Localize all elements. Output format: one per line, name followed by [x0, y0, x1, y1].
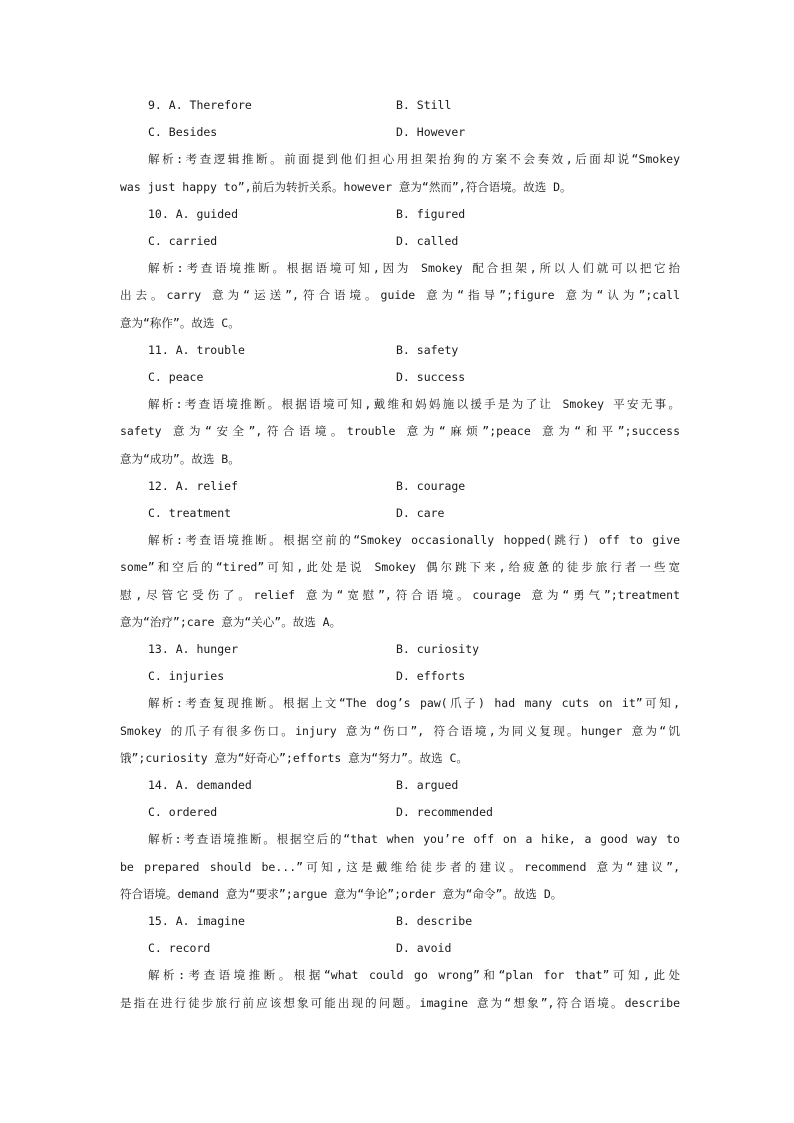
option-d: D. care — [396, 506, 445, 520]
explanation-line: safety 意为“安全”,符合语境。trouble 意为“麻烦”;peace 意为“和平”;success — [120, 424, 680, 439]
option-a: 13. A. hunger — [148, 642, 239, 656]
option-a: 15. A. imagine — [148, 914, 245, 928]
option-a: 10. A. guided — [148, 206, 239, 221]
option-c: C. injuries — [148, 669, 225, 684]
option-c: C. treatment — [148, 506, 232, 520]
explanation-line: be prepared should be...”可知,这是戴维给徒步者的建议。recommend 意为“建议”, — [120, 859, 680, 874]
option-d: D. called — [396, 234, 459, 248]
option-c: C. peace — [148, 370, 204, 384]
option-b: B. argued — [396, 778, 459, 792]
explanation-line: 出去。carry 意为“运送”,符合语境。guide 意为“指导”;figure 意为“认为”;call — [120, 288, 680, 303]
explanation-line: 意为“称作”。故选 C。 — [120, 315, 240, 330]
option-a: 14. A. demanded — [148, 778, 252, 792]
explanation-line: 意为“成功”。故选 B。 — [120, 451, 240, 466]
option-c: C. Besides — [148, 125, 218, 140]
option-b: B. Still — [396, 98, 452, 112]
option-d: D. success — [396, 370, 466, 384]
explanation-line: 解析:考查逻辑推断。前面提到他们担心用担架抬狗的方案不会奏效,后面却说“Smokey — [148, 152, 680, 167]
explanation-line: 解析:考查复现推断。根据上文“The dog’s paw(爪子) had many cuts on it”可知, — [148, 696, 680, 711]
explanation-line: 符合语境。demand 意为“要求”;argue 意为“争论”;order 意为“命令”。故选 D。 — [120, 886, 563, 901]
option-b: B. figured — [396, 206, 466, 221]
option-d: D. efforts — [396, 669, 466, 684]
option-c: C. record — [148, 941, 211, 956]
explanation-line: Smokey 的爪子有很多伤口。injury 意为“伤口”, 符合语境,为同义复现。hunger 意为“饥 — [120, 723, 680, 738]
explanation-line: 解析:考查语境推断。根据语境可知,戴维和妈妈施以援手是为了让 Smokey 平安无事。 — [148, 397, 680, 412]
option-b: B. courage — [396, 478, 466, 493]
option-b: B. safety — [396, 342, 459, 357]
option-b: B. curiosity — [396, 642, 480, 656]
explanation-line: 解析:考查语境推断。根据“what could go wrong”和“plan for that”可知,此处 — [148, 968, 680, 983]
explanation-line: some”和空后的“tired”可知,此处是说 Smokey 偶尔跳下来,给疲惫的徒步旅行者一些宽 — [120, 560, 680, 575]
explanation-line: 慰,尽管它受伤了。relief 意为“宽慰”,符合语境。courage 意为“勇气”;treatment — [120, 587, 680, 602]
option-a: 9. A. Therefore — [148, 98, 252, 112]
explanation-line: 解析:考查语境推断。根据语境可知,因为 Smokey 配合担架,所以人们就可以把它抬 — [148, 261, 680, 276]
explanation-line: 是指在进行徒步旅行前应该想象可能出现的问题。imagine 意为“想象”,符合语境。describe — [120, 995, 680, 1010]
explanation-line: 解析:考查语境推断。根据空后的“that when you’re off on a hike, a good way to — [148, 832, 680, 847]
explanation-line: 解析:考查语境推断。根据空前的“Smokey occasionally hopped(跳行) off to give — [148, 533, 680, 548]
explanation-line: 意为“治疗”;care 意为“关心”。故选 A。 — [120, 614, 342, 629]
option-a: 12. A. relief — [148, 478, 239, 493]
option-d: D. recommended — [396, 805, 493, 820]
option-b: B. describe — [396, 914, 473, 928]
option-d: D. avoid — [396, 941, 452, 956]
option-c: C. carried — [148, 234, 218, 248]
option-a: 11. A. trouble — [148, 342, 245, 357]
option-d: D. However — [396, 125, 466, 140]
explanation-line: 饿”;curiosity 意为“好奇心”;efforts 意为“努力”。故选 C。 — [120, 750, 468, 765]
explanation-line: was just happy to”,前后为转折关系。however 意为“然而”,符合语境。故选 D。 — [120, 179, 572, 194]
option-c: C. ordered — [148, 805, 218, 820]
